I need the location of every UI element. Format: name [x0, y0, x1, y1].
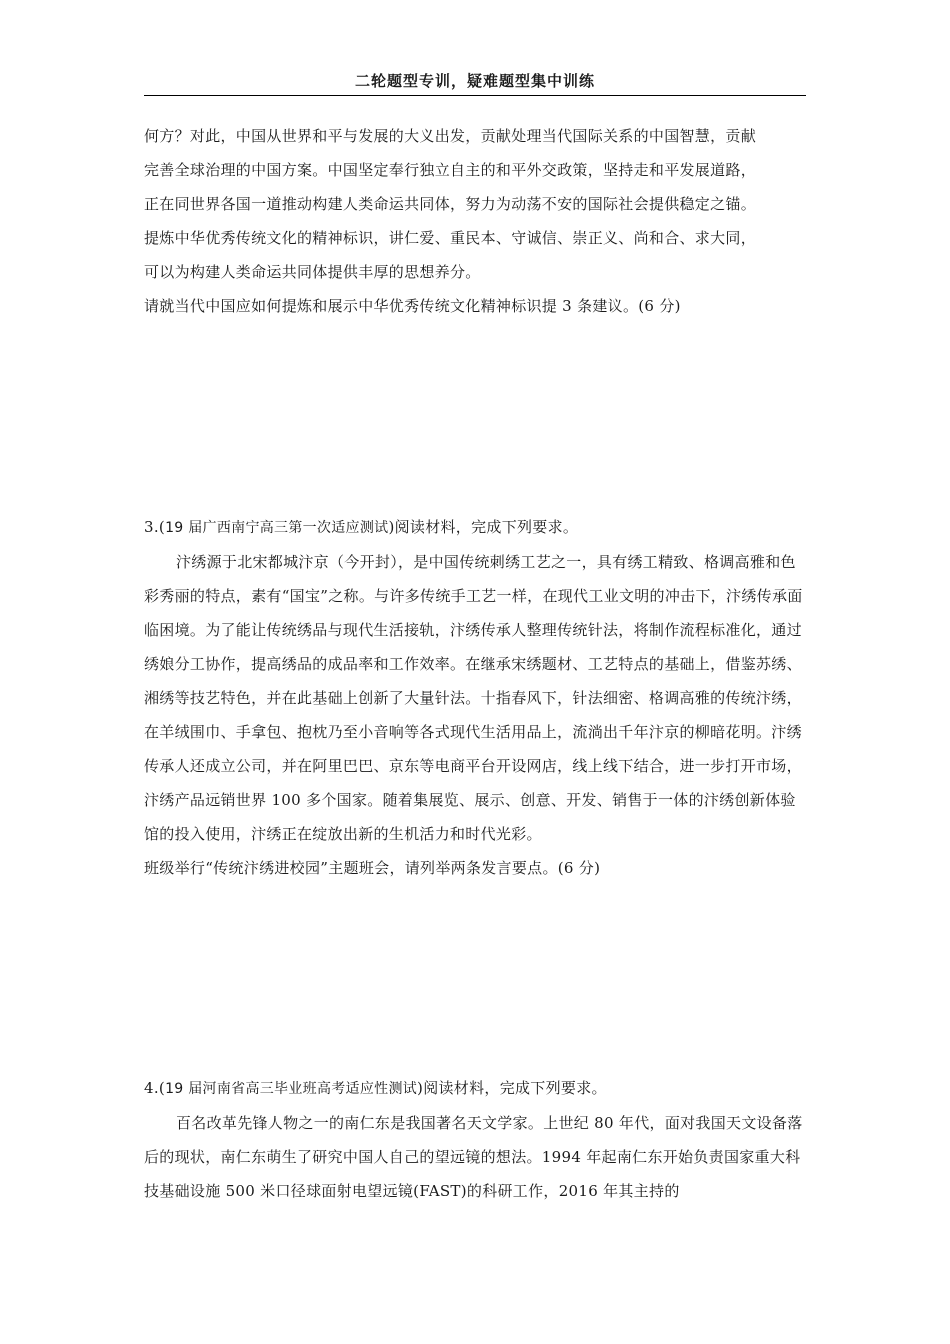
- q2-material-line: 何方？对此，中国从世界和平与发展的大义出发，贡献处理当代国际关系的中国智慧，贡献: [144, 127, 757, 145]
- q3-number: 3.(: [144, 518, 166, 536]
- q3-material: 汴绣源于北宋都城汴京（今开封），是中国传统刺绣工艺之一，具有绣工精致、格调高雅和色彩秀丽的特点，素有“国宝”之称。与许多传统手工艺一样，在现代工业文明的冲击下，汴绣传承面临困境。为了能让传统绣品与现代生活接轨，汴绣传承人整理传统针法，将制作流程标准化，通过绣娘分工协作，提高绣品的成品率和工作效率。在继承宋绣题材、工艺特点的基础上，借鉴苏绣、湘绣等技艺特色，并在此基础上创新了大量针法。十指春风下，针法细密、格调高雅的传统汴绣，在羊绒围巾、手拿包、抱枕乃至小音响等各式现代生活用品上，流淌出千年汴京的柳暗花明。汴绣传承人还成立公司，并在阿里巴巴、京东等电商平台开设网店，线上线下结合，进一步打开市场，汴绣产品远销世界 100 多个国家。随着集展览、展示、创意、开发、销售于一体的汴绣创新体验馆的投入使用，汴绣正在绽放出新的生机活力和时代光彩。: [144, 553, 803, 843]
- page-header: [144, 64, 806, 96]
- q2-question: 请就当代中国应如何提炼和展示中华优秀传统文化精神标识提 3 条建议。(6 分): [144, 297, 681, 315]
- q2-material-line: 完善全球治理的中国方案。中国坚定奉行独立自主的和平外交政策，坚持走和平发展道路，: [144, 161, 757, 179]
- header-title: 二轮题型专训，疑难题型集中训练: [354, 72, 595, 90]
- q2-material-line: 提炼中华优秀传统文化的精神标识，讲仁爱、重民本、守诚信、崇正义、尚和合、求大同，: [144, 229, 757, 247]
- q4-heading: [144, 1071, 808, 1106]
- question-3-block: [144, 510, 808, 885]
- q3-instruction: )阅读材料，完成下列要求。: [388, 518, 579, 536]
- q4-source: 19 届河南省高三毕业班高考适应性测试: [165, 1081, 418, 1097]
- q2-material-line: 正在同世界各国一道推动构建人类命运共同体，努力为动荡不安的国际社会提供稳定之锚。: [144, 195, 757, 213]
- q3-question: 班级举行“传统汴绣进校园”主题班会，请列举两条发言要点。(6 分): [144, 859, 601, 877]
- q4-instruction: )阅读材料，完成下列要求。: [417, 1079, 607, 1097]
- q4-material: 百名改革先锋人物之一的南仁东是我国著名天文学家。上世纪 80 年代，面对我国天文设备落后的现状，南仁东萌生了研究中国人自己的望远镜的想法。1994 年起南仁东开始负责国家重大科技基础设施 500 米口径球面射电望远镜(FAST)的科研工作，2016 年其主持的: [144, 1114, 803, 1200]
- question-2-block: [144, 119, 808, 323]
- question-4-block: [144, 1071, 808, 1208]
- q4-number: 4.(: [144, 1079, 166, 1097]
- q3-source: 19 届广西南宁高三第一次适应测试: [165, 520, 389, 536]
- q2-material-line: 可以为构建人类命运共同体提供丰厚的思想养分。: [144, 263, 481, 281]
- q3-heading: [144, 510, 808, 545]
